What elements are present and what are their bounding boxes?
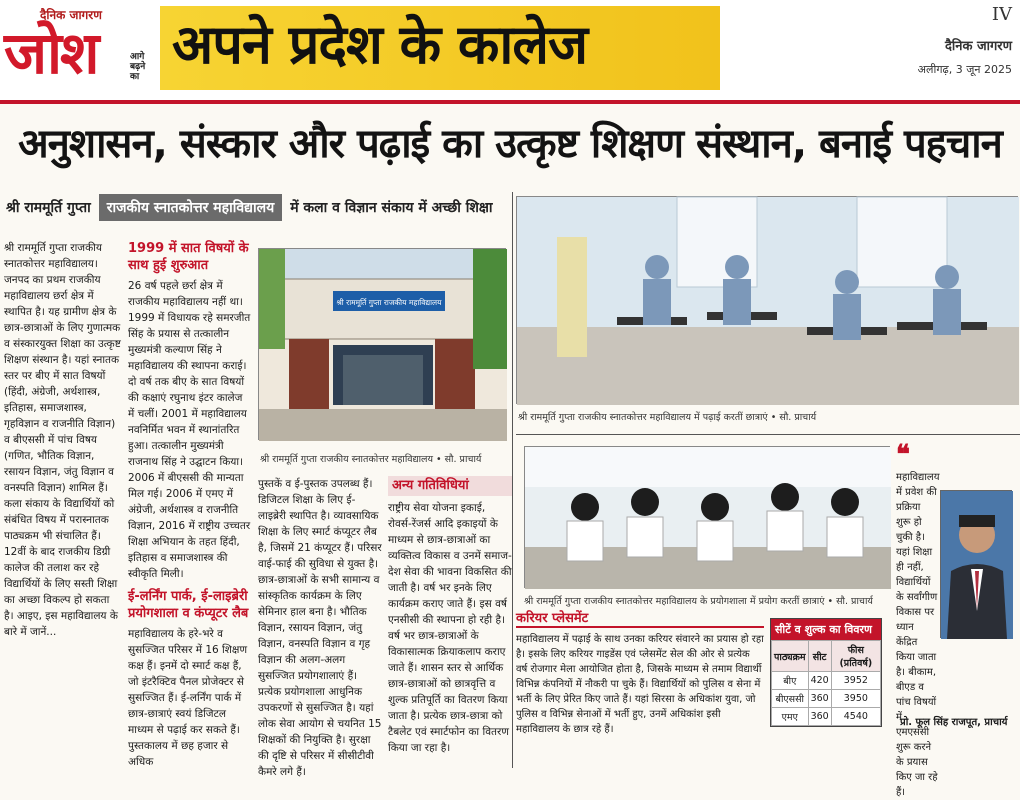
brand-logo: जोश — [4, 19, 98, 87]
fees-cell: 3950 — [831, 690, 880, 708]
quote-text: महाविद्यालय में प्रवेश की प्रक्रिया शुरू हो चुकी है। यहां शिक्षा ही नहीं, विद्यार्थियों के सर्वांगीण विकास पर ध्यान केंद्रित किया जाता है। बीकाम, बीएड व पांच विषयों में एमएससी शुरू करने के प्रयास किए जा रहे हैं। — [896, 472, 940, 798]
subdeck-box: राजकीय स्नातकोत्तर महाविद्यालय — [99, 194, 282, 221]
principal-byline: प्रो. फूल सिंह राजपूत, प्राचार्य — [900, 717, 1008, 728]
fees-cell: 4540 — [831, 708, 880, 726]
building-photo-caption: श्री राममूर्ति गुप्ता राजकीय स्नातकोत्तर महाविद्यालय • सौ. प्राचार्य — [260, 454, 482, 465]
fees-cell: 420 — [808, 672, 831, 690]
principal-photo — [940, 490, 1012, 638]
section-divider — [516, 434, 1020, 435]
quote-mark-icon: ❝ — [896, 440, 910, 470]
subdeck — [6, 192, 493, 222]
fees-cell: बीए — [772, 672, 809, 690]
career-heading: करियर प्लेसमेंट — [516, 608, 764, 628]
article-column-4 — [388, 476, 512, 756]
column-divider — [512, 192, 513, 768]
article-column-3: पुस्तकें व ई-पुस्तक उपलब्ध हैं। डिजिटल शिक्षा के लिए ई-लाइब्रेरी स्थापित है। व्यावसायिक शिक्षा के लिए स्मार्ट कंप्यूटर लैब है, जिसमें 21 कंप्यूटर हैं। परिसर वाई-फाई की सुविधा से युक्त है। छात्र-छात्राओं के सभी सामान्य व सांस्कृतिक कार्यक्रम के लिए सेमिनार हाल बना है। भौतिक विज्ञान, रसायन विज्ञान, जंतु विज्ञान, वनस्पति विज्ञान व गृह विज्ञान की अलग-अलग सुसज्जित प्रयोगशालाएं हैं। प्रत्येक प्रयोगशाला आधुनिक उपकरणों से सुसज्जित है। यहां लोक सेवा आयोग से चयनित 15 शिक्षकों की नियुक्ति है। सुरक्षा की दृष्टि से परिसर में सीसीटीवी कैमरे लगे हैं। — [258, 478, 382, 778]
masthead — [0, 0, 1020, 100]
masthead-rule — [0, 100, 1020, 104]
table-row — [772, 672, 881, 690]
fees-table-box — [770, 618, 882, 727]
subdeck-lead: श्री राममूर्ति गुप्ता — [6, 199, 91, 216]
page-number: IV — [991, 4, 1012, 25]
fees-cell: 3952 — [831, 672, 880, 690]
paper-name: दैनिक जागरण — [944, 39, 1012, 54]
brand-tagline: आगे बढ़ने का — [130, 52, 146, 82]
fees-header: सीट — [808, 641, 831, 672]
laboratory-photo — [524, 446, 890, 588]
building-sign: श्री राममूर्ति गुप्ता राजकीय महाविद्यालय — [336, 298, 442, 307]
fees-cell: एमए — [772, 708, 809, 726]
table-row — [772, 690, 881, 708]
subhead-facilities: ई-लर्निंग पार्क, ई-लाइब्रेरी प्रयोगशाला व कंप्यूटर लैब — [128, 589, 249, 621]
subdeck-tail: में कला व विज्ञान संकाय में अच्छी शिक्षा — [290, 199, 493, 216]
lab-photo-caption: श्री राममूर्ति गुप्ता राजकीय स्नातकोत्तर महाविद्यालय के प्रयोगशाला में प्रयोग करतीं छात्राएं • सौ. प्राचार्य — [524, 596, 873, 607]
facilities-text: महाविद्यालय के हरे-भरे व सुसज्जित परिसर में 16 शिक्षण कक्ष हैं। इनमें दो स्मार्ट कक्ष हैं, जो इंटरैक्टिव पैनल प्रोजेक्टर से सुसज्जित हैं। ई-लर्निंग पार्क में छात्र-छात्राएं स्वयं डिजिटल माध्यम से पढ़ाई कर सकते हैं। पुस्तकालय में छह हजार से अधिक — [128, 628, 248, 768]
classroom-photo — [516, 196, 1018, 404]
fees-cell: 360 — [808, 690, 831, 708]
brand-small: दैनिक जागरण — [40, 8, 102, 22]
dateline: अलीगढ़, 3 जून 2025 — [917, 63, 1012, 76]
fees-cell: 360 — [808, 708, 831, 726]
headline: अनुशासन, संस्कार और पढ़ाई का उत्कृष्ट शिक्षण संस्थान, बनाई पहचान — [18, 121, 1002, 167]
history-text: 26 वर्ष पहले छर्रा क्षेत्र में राजकीय महाविद्यालय नहीं था। 1999 में विधायक रहे समरजीत सिंह के प्रयास से तत्कालीन मुख्यमंत्री कल्याण सिंह ने महाविद्यालय की स्थापना कराई। दो वर्ष तक बीए के सात विषयों की कक्षाएं रघुनाथ इंटर कालेज में चलीं। 2001 में महाविद्यालय नवनिर्मित भवन में स्थानांतरित हुआ। तत्कालीन मुख्यमंत्री राजनाथ सिंह ने उद्घाटन किया। 2006 में बीएससी की मान्यता मिल गई। 2006 में एमए में अंग्रेजी, अर्थशास्त्र व राजनीति विज्ञान, 2016 में राष्ट्रीय उच्चतर शिक्षा अभियान के तहत हिंदी, इतिहास व समाजशास्त्र की स्वीकृति मिली। — [128, 280, 251, 580]
section-title: अपने प्रदेश के कालेज — [172, 13, 588, 76]
career-text: महाविद्यालय में पढ़ाई के साथ उनका करियर संवारने का प्रयास हो रहा है। इसके लिए करियर गाइडेंस एवं प्लेसमेंट सेल की ओर से प्रत्येक वर्ष रोजगार मेला आयोजित होता है, जिसके माध्यम से तमाम विद्यार्थी विभिन्न कंपनियों में नौकरी पा चुके हैं। विद्यार्थियों को पुलिस व सेना में भर्ती के लिए प्रेरित किए जाते हैं। यहां सिरसा के अधिकांश युवा, जो पुलिस व विभिन्न सेनाओं में भर्ती हुए, उनमें अधिकांश इसी महाविद्यालय के छात्र रहे हैं। — [516, 634, 764, 735]
article-column-2 — [128, 240, 252, 770]
college-building-photo — [258, 248, 506, 440]
subhead-activities: अन्य गतिविधियां — [388, 476, 512, 496]
article-column-1: श्री राममूर्ति गुप्ता राजकीय स्नातकोत्तर महाविद्यालय। जनपद का प्रथम राजकीय महाविद्यालय छर्रा क्षेत्र में स्थापित है। यह ग्रामीण क्षेत्र के छात्र-छात्राओं के लिए गुणात्मक व संस्कारयुक्त शिक्षा का उत्कृष्ट शिक्षण संस्थान है। यहां स्नातक स्तर पर बीए में सात विषयों (हिंदी, अंग्रेजी, अर्थशास्त्र, इतिहास, समाजशास्त्र, गृहविज्ञान व राजनीति विज्ञान) व बीएससी में पांच विषय (गणित, भौतिक विज्ञान, रसायन विज्ञान, जंतु विज्ञान व वनस्पति विज्ञान) शामिल हैं। कला संकाय के विद्यार्थियों को संबंधित विषय में परास्नातक पाठ्यक्रम भी संचालित हैं। 12वीं के बाद राजकीय डिग्री कालेज की तलाश कर रहे विद्यार्थियों के लिए सस्ती शिक्षा का अच्छा विकल्प हो सकता है। आइए, इस महाविद्यालय के बारे में जानें... — [4, 242, 121, 638]
fees-table — [771, 640, 881, 726]
subhead-history: 1999 में सात विषयों के साथ हुई शुरुआत — [128, 241, 249, 273]
fees-header: फीस (प्रतिवर्ष) — [831, 641, 880, 672]
fees-header: पाठ्यक्रम — [772, 641, 809, 672]
fees-title: सीटें व शुल्क का विवरण — [771, 619, 881, 640]
activities-text: राष्ट्रीय सेवा योजना इकाई, रोवर्स-रेंजर्स आदि इकाइयों के माध्यम से छात्र-छात्राओं का व्यक्तित्व विकास व उनमें समाज-देश सेवा की भावना विकसित की जाती है। वर्ष भर इनके लिए कार्यक्रम कराए जाते हैं। इस वर्ष एनसीसी की स्थापना हो रही है। वर्ष भर छात्र-छात्राओं के विकासात्मक क्रियाकलाप कराए जाते हैं। शासन स्तर से आर्थिक छात्र-छात्राओं को छात्रवृत्ति व शुल्क प्रतिपूर्ति का वितरण किया जाता है। प्रत्येक छात्र-छात्रा को टैबलेट एवं स्मार्टफोन का वितरण किया जा रहा है। — [388, 502, 512, 754]
section-banner — [160, 6, 720, 90]
fees-cell: बीएससी — [772, 690, 809, 708]
table-row — [772, 708, 881, 726]
career-section — [516, 608, 764, 737]
classroom-photo-caption: श्री राममूर्ति गुप्ता राजकीय स्नातकोत्तर महाविद्यालय में पढ़ाई करतीं छात्राएं • सौ. प्राचार्य — [518, 412, 817, 423]
